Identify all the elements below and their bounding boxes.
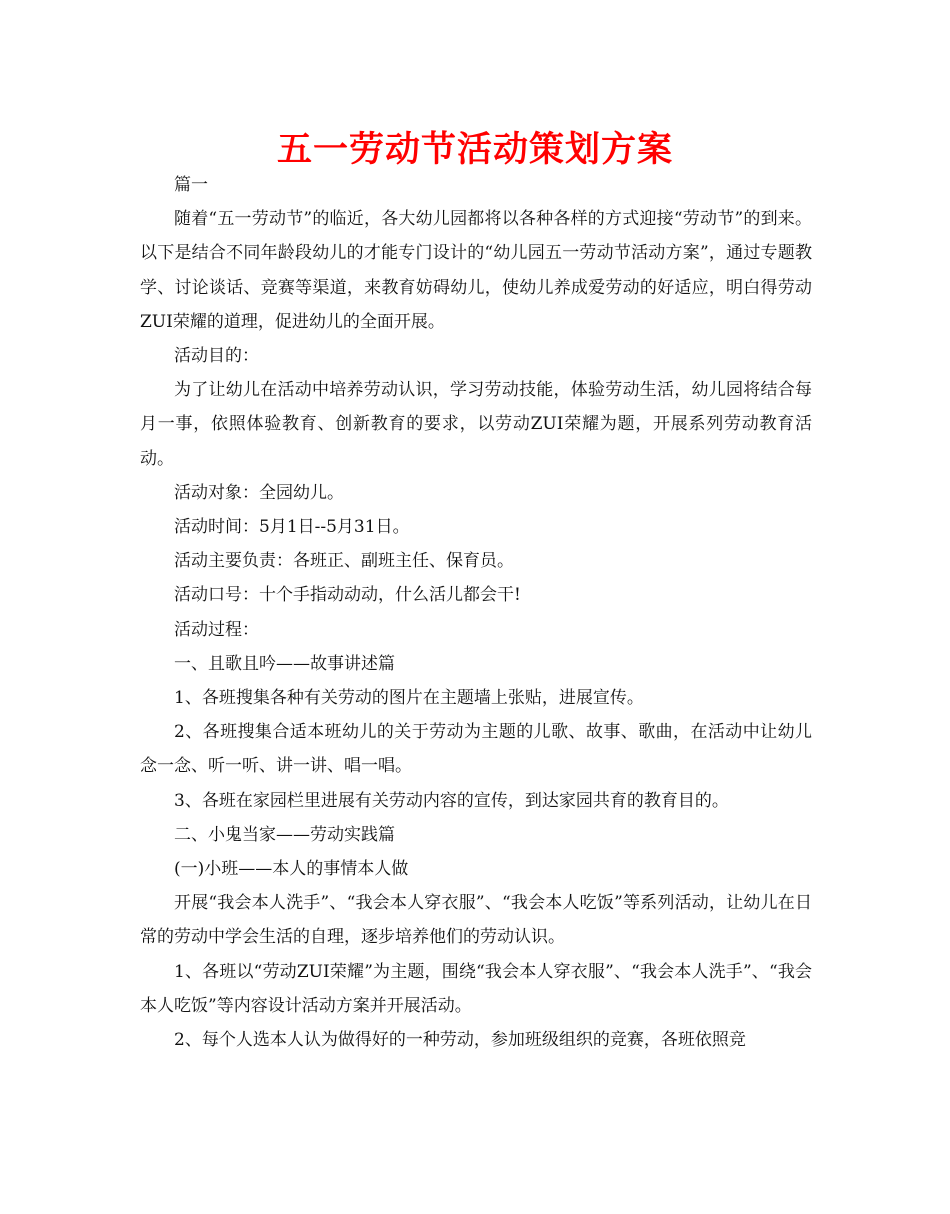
paragraph-purpose: 为了让幼儿在活动中培养劳动认识，学习劳动技能，体验劳动生活，幼儿园将结合每月一事，依照体验教育、创新教育的要求，以劳动ZUI荣耀为题，开展系列劳动教育活动。: [140, 380, 812, 469]
paragraph-purpose-heading: 活动目的：: [174, 346, 259, 367]
paragraph-responsible: 活动主要负责：各班正、副班主任、保育员。: [174, 551, 514, 572]
paragraph-time: 活动时间：5月1日--5月31日。: [174, 517, 410, 538]
paragraph-slogan: 活动口号：十个手指动动动，什么活儿都会干!: [174, 585, 521, 606]
paragraph-section-one: 一、且歌且吟——故事讲述篇: [174, 653, 395, 674]
paragraph-item-1: 1、各班搜集各种有关劳动的图片在主题墙上张贴，进展宣传。: [174, 688, 644, 709]
paragraph-small-class-item-2: 2、每个人选本人认为做得好的一种劳动，参加班级组织的竞赛，各班依照竞: [174, 1030, 746, 1051]
document-body: [140, 168, 812, 1057]
paragraph-intro: 随着“五一劳动节”的临近，各大幼儿园都将以各种各样的方式迎接“劳动节”的到来。以下是结合不同年龄段幼儿的才能专门设计的“幼儿园五一劳动节活动方案”，通过专题教学、讨论谈话、竞赛等渠道，来教育妨碍幼儿，使幼儿养成爱劳动的好适应，明白得劳动ZUI荣耀的道理，促进幼儿的全面开展。: [140, 209, 812, 332]
paragraph-section-label: 篇一: [174, 175, 208, 195]
paragraph-small-class-item-1: 1、各班以“劳动ZUI荣耀”为主题，围绕“我会本人穿衣服”、“我会本人洗手”、“我会本人吃饭”等内容设计活动方案并开展活动。: [140, 961, 812, 1016]
paragraph-subsection-small-class: (一)小班——本人的事情本人做: [174, 859, 409, 880]
paragraph-process-heading: 活动过程：: [174, 619, 259, 640]
paragraph-audience: 活动对象：全园幼儿。: [174, 482, 344, 503]
paragraph-item-3: 3、各班在家园栏里进展有关劳动内容的宣传，到达家园共育的教育目的。: [174, 790, 729, 811]
paragraph-small-class-intro: 开展“我会本人洗手”、“我会本人穿衣服”、“我会本人吃饭”等系列活动，让幼儿在日常的劳动中学会生活的自理，逐步培养他们的劳动认识。: [140, 893, 812, 948]
paragraph-section-two: 二、小鬼当家——劳动实践篇: [174, 824, 395, 845]
document-title: 五一劳动节活动策划方案: [276, 130, 673, 170]
paragraph-item-2: 2、各班搜集合适本班幼儿的关于劳动为主题的儿歌、故事、歌曲，在活动中让幼儿念一念、听一听、讲一讲、唱一唱。: [140, 722, 812, 777]
